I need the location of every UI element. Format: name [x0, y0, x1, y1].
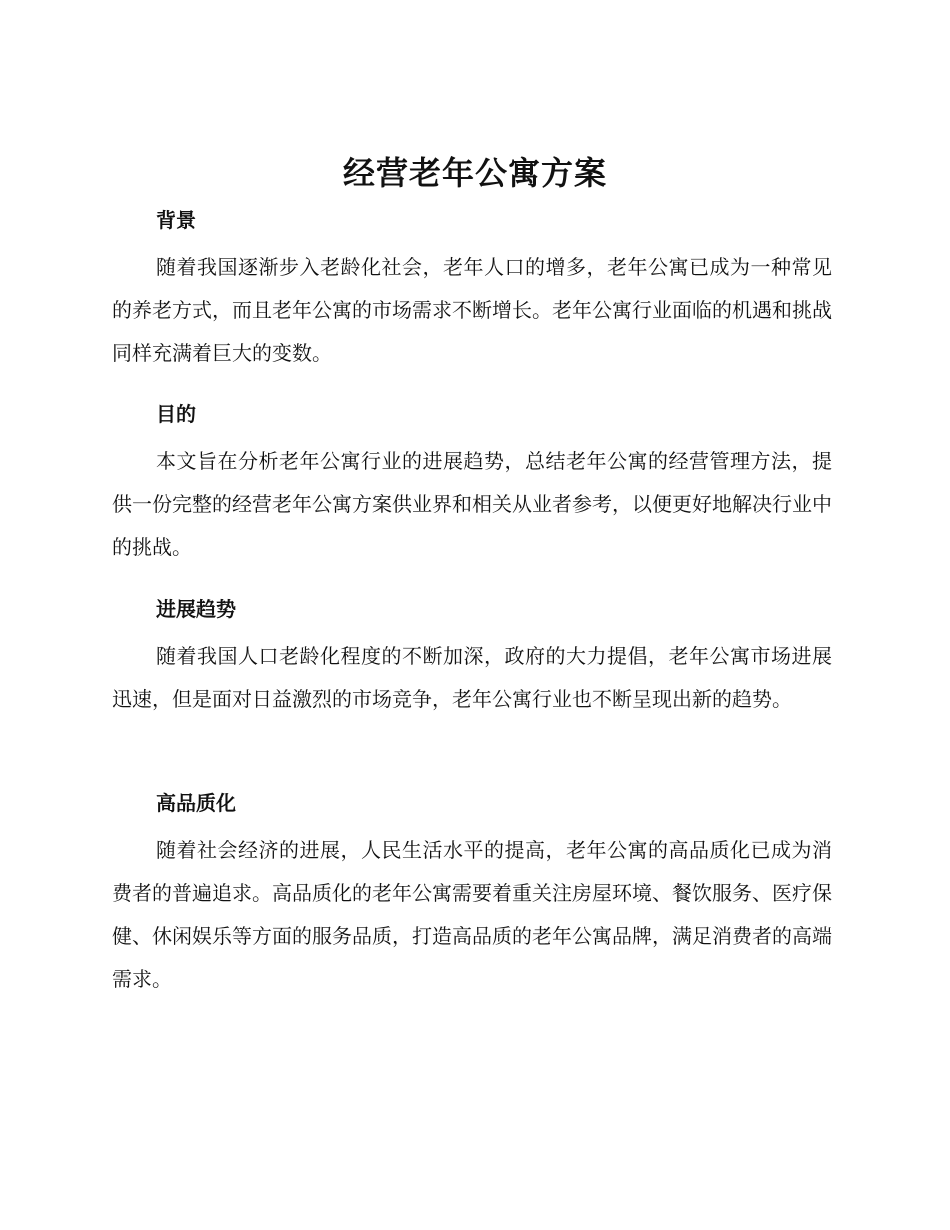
section-paragraph: 随着我国逐渐步入老龄化社会，老年人口的增多，老年公寓已成为一种常见的养老方式，而且老年公寓的市场需求不断增长。老年公寓行业面临的机遇和挑战同样充满着巨大的变数。: [112, 255, 832, 365]
section-paragraph: 随着社会经济的进展，人民生活水平的提高，老年公寓的高品质化已成为消费者的普遍追求。高品质化的老年公寓需要着重关注房屋环境、餐饮服务、医疗保健、休闲娱乐等方面的服务品质，打造高品质的老年公寓品牌，满足消费者的高端需求。: [112, 838, 832, 991]
section-high-quality: [112, 789, 832, 1001]
document-title: 经营老年公寓方案: [342, 154, 607, 192]
section-background: [112, 206, 832, 375]
section-purpose: [112, 400, 832, 569]
section-paragraph: 本文旨在分析老年公寓行业的进展趋势，总结老年公寓的经营管理方法，提供一份完整的经营老年公寓方案供业界和相关从业者参考，以便更好地解决行业中的挑战。: [112, 449, 832, 559]
section-paragraph: 随着我国人口老龄化程度的不断加深，政府的大力提倡，老年公寓市场进展迅速，但是面对日益激烈的市场竞争，老年公寓行业也不断呈现出新的趋势。: [112, 644, 832, 711]
section-heading: 背景: [156, 208, 196, 232]
section-heading: 目的: [156, 402, 196, 426]
section-heading: 高品质化: [156, 791, 236, 815]
section-heading: 进展趋势: [156, 597, 236, 621]
section-trends: [112, 595, 832, 721]
